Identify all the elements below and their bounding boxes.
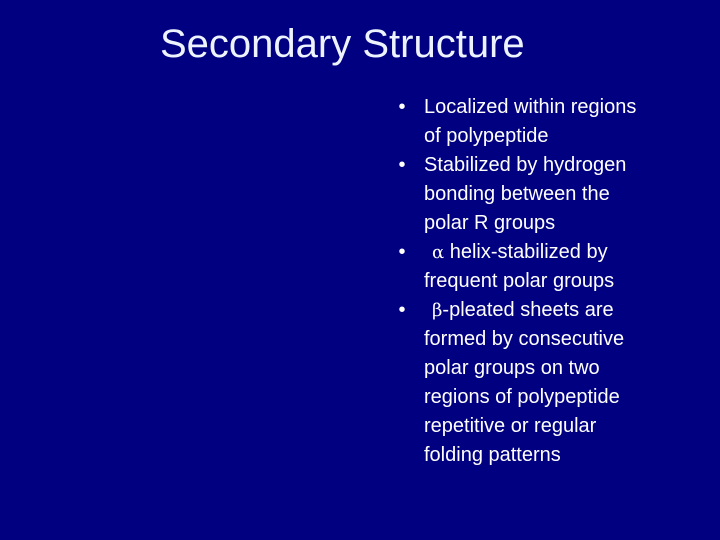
bullet-line-text: helix-stabilized by	[444, 241, 608, 263]
bullet-line: regions of polypeptide	[424, 386, 620, 408]
slide-title: Secondary Structure	[160, 22, 525, 66]
bullet-line-text: -pleated sheets are	[442, 299, 614, 321]
bullet-list	[395, 93, 695, 470]
bullet-line: bonding between the	[424, 183, 610, 205]
bullet-item-stabilized	[395, 151, 695, 238]
bullet-line	[424, 238, 695, 267]
bullet-item-localized	[395, 93, 695, 151]
bullet-line: repetitive or regular	[424, 415, 597, 437]
bullet-text	[424, 296, 695, 470]
bullet-marker: •	[398, 96, 406, 118]
bullet-marker: •	[398, 241, 406, 263]
bullet-line: of polypeptide	[424, 125, 549, 147]
bullet-line	[424, 296, 695, 325]
bullet-line: polar groups on two	[424, 357, 600, 379]
beta-symbol: β	[432, 300, 443, 321]
bullet-text	[424, 238, 695, 296]
bullet-line: formed by consecutive	[424, 328, 625, 350]
bullet-line: frequent polar groups	[424, 270, 615, 292]
bullet-line: Stabilized by hydrogen	[424, 154, 627, 176]
bullet-text	[424, 93, 695, 151]
bullet-item-alpha-helix	[395, 238, 695, 296]
bullet-line: polar R groups	[424, 212, 556, 234]
bullet-item-beta-sheet	[395, 296, 695, 470]
bullet-line: Localized within regions	[424, 96, 637, 118]
bullet-marker: •	[398, 299, 406, 321]
bullet-marker: •	[398, 154, 406, 176]
bullet-text	[424, 151, 695, 238]
bullet-line: folding patterns	[424, 444, 561, 466]
alpha-symbol: α	[432, 242, 445, 263]
